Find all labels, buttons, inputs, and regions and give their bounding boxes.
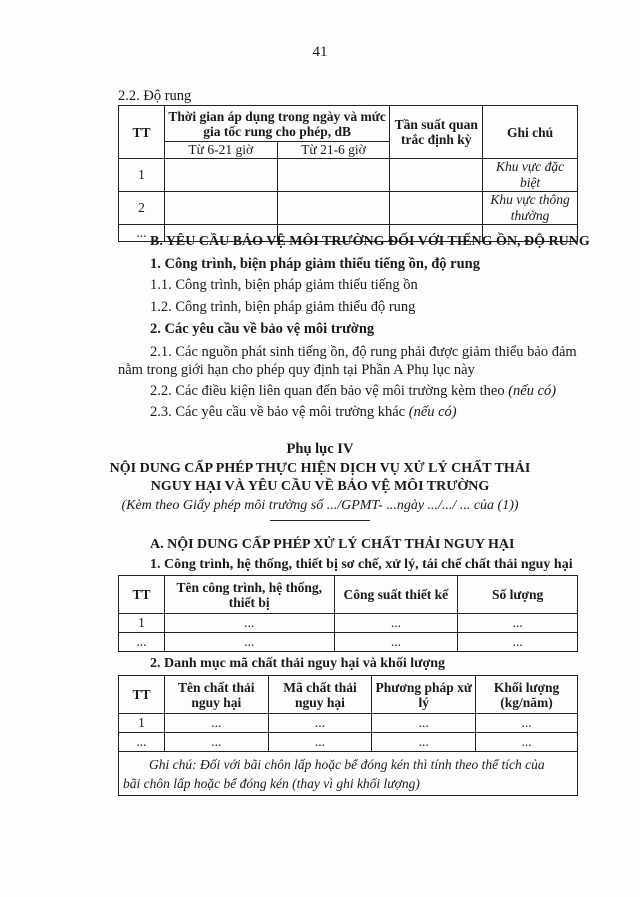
row-tt: ... — [119, 733, 165, 752]
col-header-tt: TT — [119, 676, 165, 714]
table-note — [119, 752, 578, 796]
equipment-table — [118, 575, 578, 652]
subheader-night: Từ 21-6 giờ — [277, 142, 390, 159]
line-2-2-text: 2.2. Các điều kiện liên quan đến bảo vệ môi trường kèm theo — [150, 383, 505, 399]
section-a2-heading: 2. Danh mục mã chất thải nguy hại và khối lượng — [150, 656, 446, 671]
line-2-3-optional: (nếu có) — [408, 404, 457, 420]
col-header-mass: Khối lượng (kg/năm) — [476, 676, 578, 714]
row-note: Khu vực đặc biệt — [483, 159, 578, 192]
table-row — [119, 714, 578, 733]
col-header-tt: TT — [119, 576, 165, 614]
row-tt: ... — [119, 633, 165, 652]
appendix-subtitle: (Kèm theo Giấy phép môi trường số .../GPMT- ...ngày .../.../ ... của (1)) — [121, 498, 519, 513]
col-header-time: Thời gian áp dụng trong ngày và mức gia tốc rung cho phép, dB — [164, 106, 389, 142]
row-mass: ... — [476, 714, 578, 733]
row-method: ... — [372, 733, 476, 752]
col-header-note: Ghi chú — [483, 106, 578, 159]
table-row — [119, 633, 578, 652]
line-2-1a: 2.1. Các nguồn phát sinh tiếng ồn, độ rung phải được giảm thiểu bảo đảm — [150, 344, 577, 360]
row-tt: 2 — [119, 192, 165, 225]
subheader-day: Từ 6-21 giờ — [164, 142, 277, 159]
table-row — [119, 192, 578, 225]
row-capacity: ... — [334, 633, 458, 652]
row-method: ... — [372, 714, 476, 733]
table-note-line1: Ghi chú: Đối với bãi chôn lấp hoặc bể đóng kén thì tính theo thể tích của — [149, 756, 545, 772]
section-b-heading: B. YÊU CẦU BẢO VỆ MÔI TRƯỜNG ĐỐI VỚI TIẾNG ỒN, ĐỘ RUNG — [150, 234, 590, 249]
line-2-2-optional: (nếu có) — [508, 383, 557, 399]
section-b1-heading: 1. Công trình, biện pháp giảm thiểu tiếng ồn, độ rung — [150, 256, 480, 272]
line-2-3 — [150, 404, 457, 421]
table-row — [119, 733, 578, 752]
section-a-heading: A. NỘI DUNG CẤP PHÉP XỬ LÝ CHẤT THẢI NGUY HẠI — [150, 537, 515, 552]
row-waste-code: ... — [268, 733, 372, 752]
line-2-1b: nằm trong giới hạn cho phép quy định tại Phần A Phụ lục này — [118, 362, 475, 378]
col-header-method: Phương pháp xử lý — [372, 676, 476, 714]
section-a1-heading: 1. Công trình, hệ thống, thiết bị sơ chế, xử lý, tái chế chất thải nguy hại — [150, 557, 573, 572]
col-header-tt: TT — [119, 106, 165, 159]
row-waste-name: ... — [164, 714, 268, 733]
line-1-1: 1.1. Công trình, biện pháp giảm thiểu tiếng ồn — [150, 277, 418, 293]
row-waste-name: ... — [164, 733, 268, 752]
col-header-frequency: Tần suất quan trắc định kỳ — [390, 106, 483, 159]
row-tt: 1 — [119, 614, 165, 633]
row-tt: 1 — [119, 714, 165, 733]
table-note-line2: bãi chôn lấp hoặc bể đóng kén (thay vì ghi khối lượng) — [123, 775, 420, 791]
section-heading-vibration: 2.2. Độ rung — [118, 88, 192, 104]
col-header-quantity: Số lượng — [458, 576, 578, 614]
col-header-waste-code: Mã chất thải nguy hại — [268, 676, 372, 714]
row-name: ... — [164, 614, 334, 633]
hazardous-waste-table — [118, 675, 578, 796]
appendix-name-line1: NỘI DUNG CẤP PHÉP THỰC HIỆN DỊCH VỤ XỬ LÝ CHẤT THẢI — [109, 461, 531, 476]
appendix-name-line2: NGUY HẠI VÀ YÊU CẦU VỀ BẢO VỆ MÔI TRƯỜNG — [150, 479, 490, 494]
row-note: Khu vực thông thường — [483, 192, 578, 225]
table-row — [119, 159, 578, 192]
col-header-name: Tên công trình, hệ thống, thiết bị — [164, 576, 334, 614]
vibration-table — [118, 105, 578, 242]
line-1-2: 1.2. Công trình, biện pháp giảm thiểu độ rung — [150, 299, 416, 315]
table-row — [119, 614, 578, 633]
row-name: ... — [164, 633, 334, 652]
line-2-2 — [150, 383, 556, 400]
row-quantity: ... — [458, 614, 578, 633]
row-tt: ... — [119, 225, 165, 242]
section-b2-heading: 2. Các yêu cầu về bảo vệ môi trường — [150, 321, 375, 337]
page-number: 41 — [312, 44, 328, 60]
row-quantity: ... — [458, 633, 578, 652]
title-divider — [270, 520, 370, 521]
row-tt: 1 — [119, 159, 165, 192]
col-header-waste-name: Tên chất thải nguy hại — [164, 676, 268, 714]
row-capacity: ... — [334, 614, 458, 633]
row-mass: ... — [476, 733, 578, 752]
col-header-capacity: Công suất thiết kế — [334, 576, 458, 614]
row-waste-code: ... — [268, 714, 372, 733]
appendix-title: Phụ lục IV — [286, 441, 354, 457]
line-2-3-text: 2.3. Các yêu cầu về bảo vệ môi trường khác — [150, 404, 406, 420]
